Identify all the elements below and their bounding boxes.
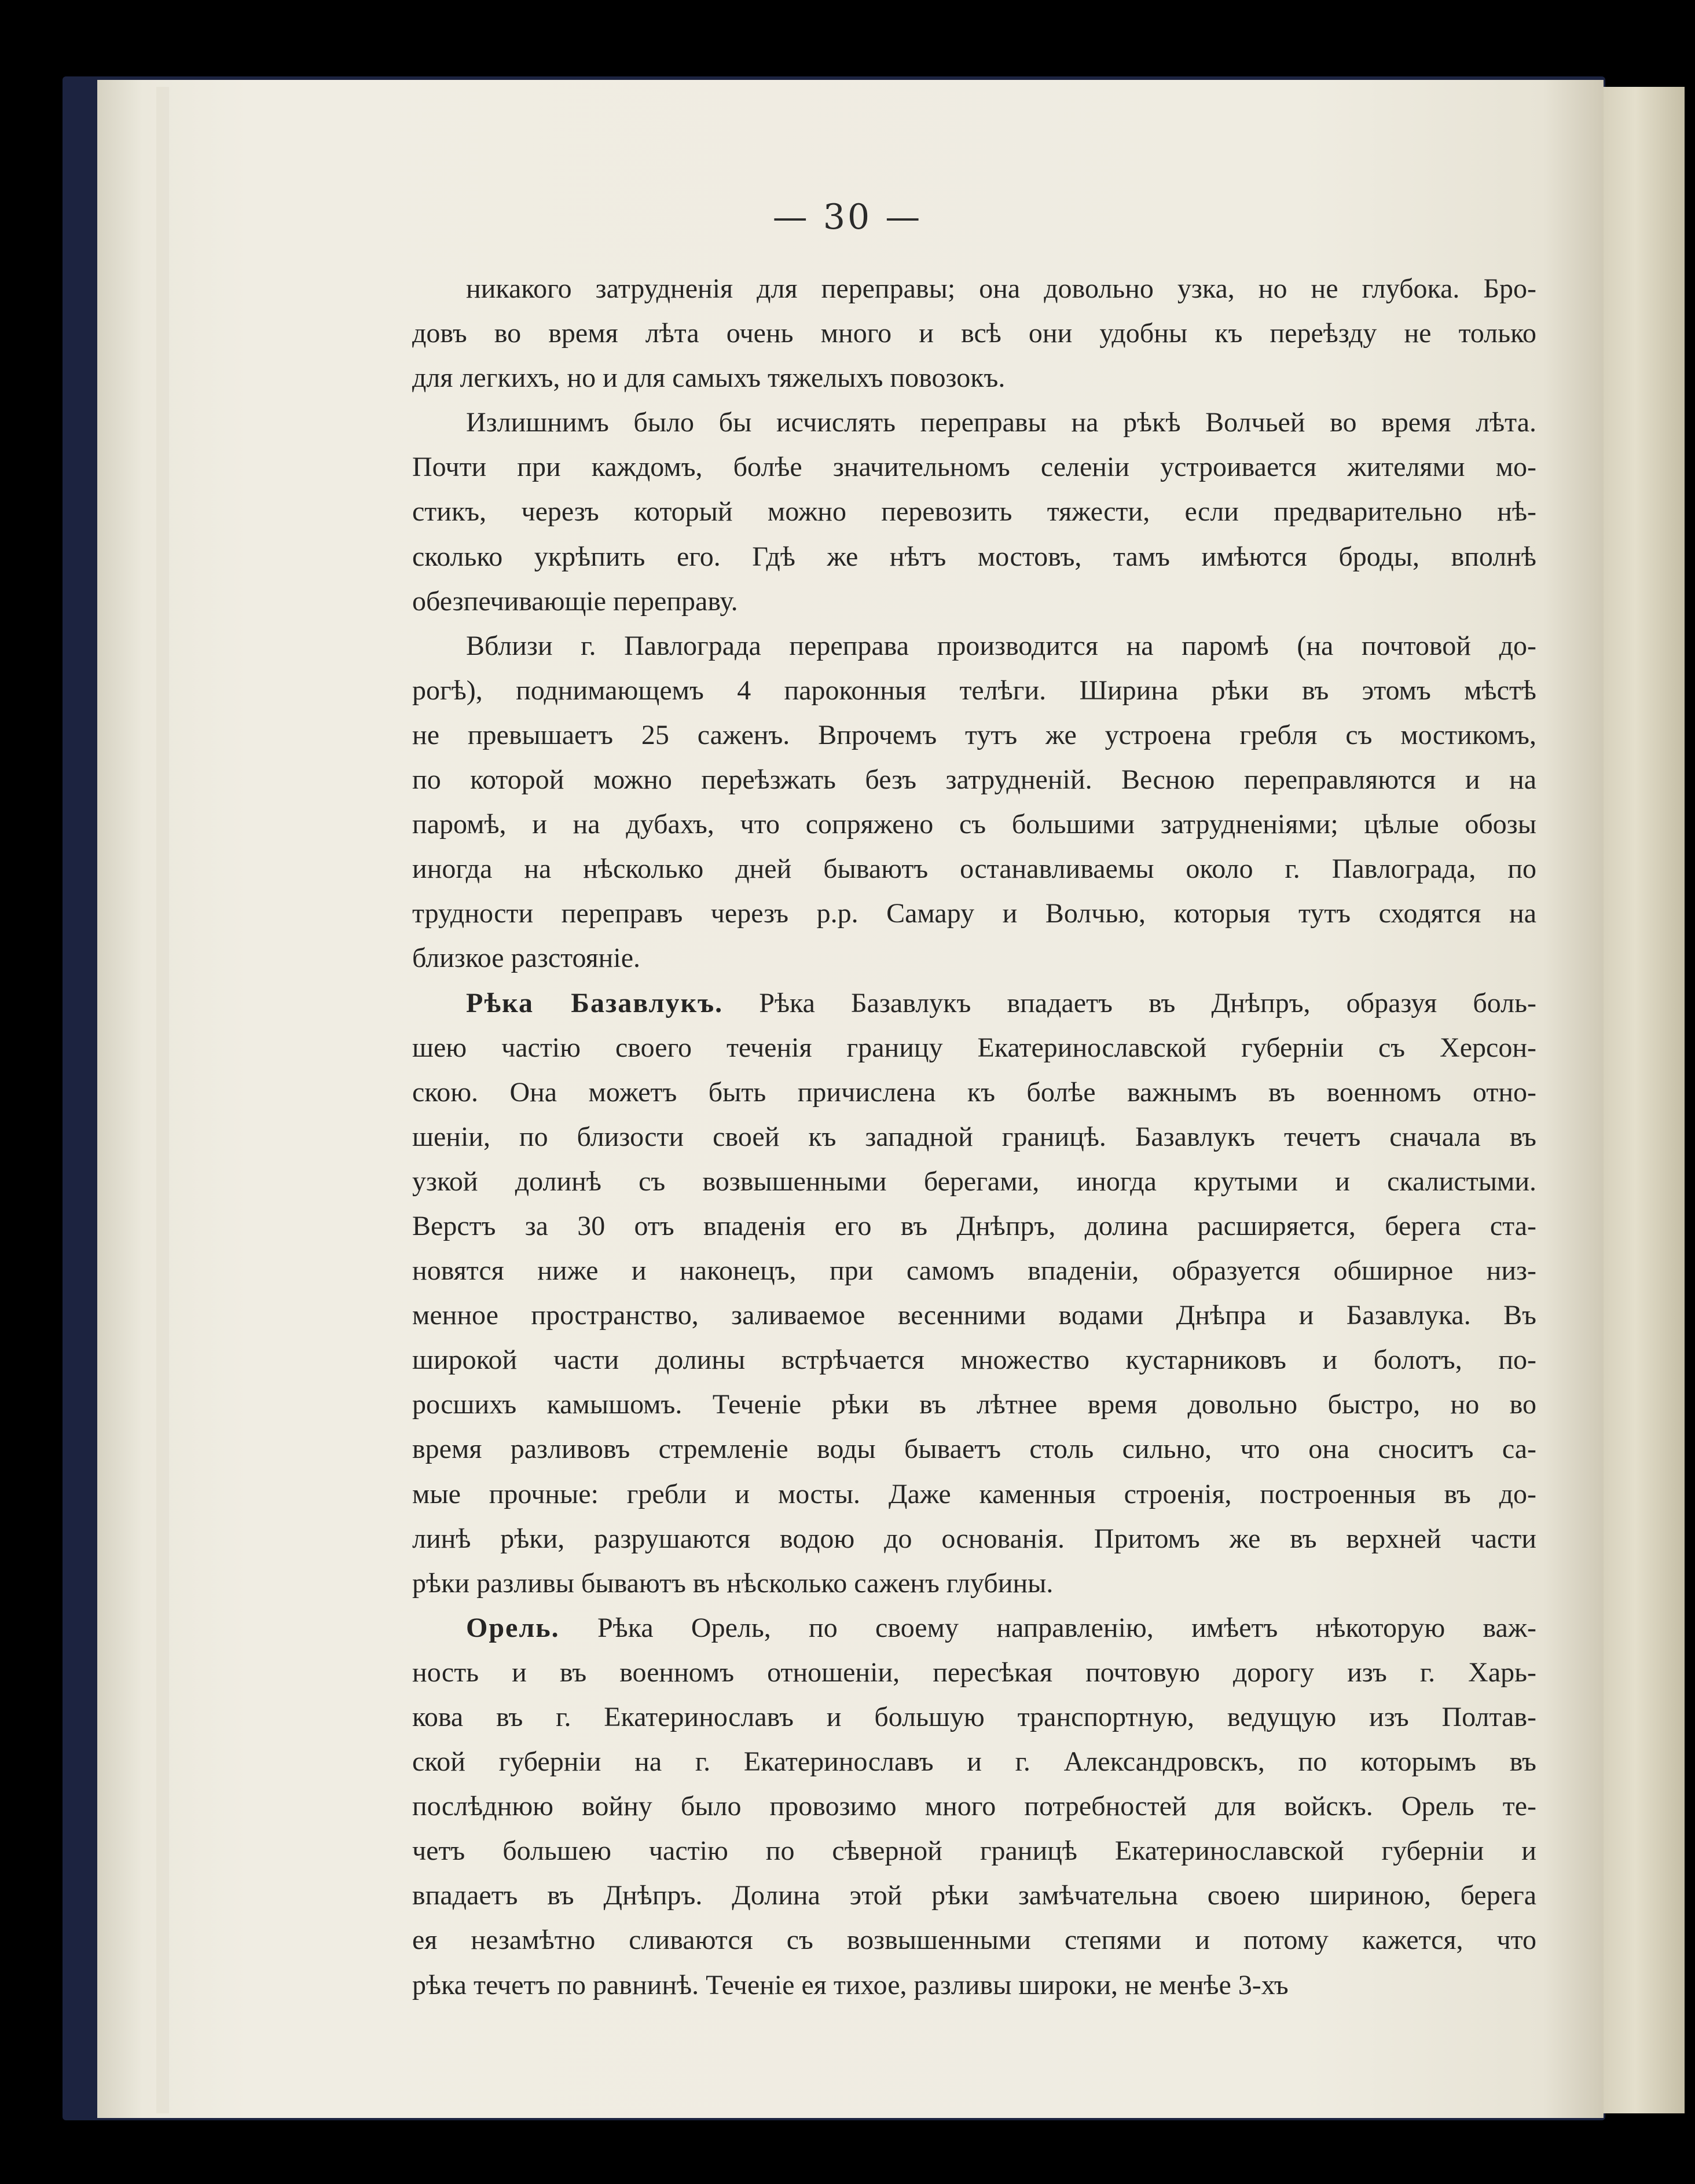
text-line: новятся ниже и наконецъ, при самомъ впаденіи, образуется обширное низ- bbox=[412, 1255, 1536, 1287]
text-line: линѣ рѣки, разрушаются водою до основанія. Притомъ же въ верхней части bbox=[412, 1523, 1536, 1554]
page-gutter bbox=[156, 87, 169, 2113]
text-line: шею частію своего теченія границу Екатеринославской губерніи съ Херсон- bbox=[412, 1032, 1536, 1063]
text-line: узкой долинѣ съ возвышенными берегами, иногда крутыми и скалистыми. bbox=[412, 1166, 1536, 1197]
text-line: время разливовъ стремленіе воды бываетъ столь сильно, что она сноситъ са- bbox=[412, 1434, 1536, 1465]
section-heading: Рѣка Базавлукъ. bbox=[466, 987, 724, 1018]
text-line: Вблизи г. Павлограда переправа производится на паромѣ (на почтовой до- bbox=[466, 630, 1536, 661]
text-line: довъ во время лѣта очень много и всѣ они удобны къ переѣзду не только bbox=[412, 318, 1536, 349]
text-line: рогѣ), поднимающемъ 4 пароконныя телѣги. Ширина рѣки въ этомъ мѣстѣ bbox=[412, 675, 1536, 706]
text-line: Почти при каждомъ, болѣе значительномъ селеніи устроивается жителями мо- bbox=[412, 452, 1536, 483]
text-line: ея незамѣтно сливаются съ возвышенными степями и потому кажется, что bbox=[412, 1925, 1536, 1956]
page-number: — 30 — bbox=[772, 197, 923, 237]
text-line: трудности переправъ черезъ р.р. Самару и Волчью, которыя тутъ сходятся на bbox=[412, 898, 1536, 929]
text-line: послѣднюю войну было провозимо много потребностей для войскъ. Орель те- bbox=[412, 1791, 1536, 1822]
text-line: не превышаетъ 25 саженъ. Впрочемъ тутъ же устроена гребля съ мостикомъ, bbox=[412, 719, 1536, 750]
text-line: впадаетъ въ Днѣпръ. Долина этой рѣки замѣчательна своею шириною, берега bbox=[412, 1880, 1536, 1911]
text-line: рѣка течетъ по равнинѣ. Теченіе ея тихое, разливы широки, не менѣе 3-хъ bbox=[412, 1969, 1289, 2000]
section-heading: Орель. bbox=[466, 1612, 560, 1643]
text-line: ность и въ военномъ отношеніи, пересѣкая почтовую дорогу изъ г. Харь- bbox=[412, 1657, 1536, 1688]
text-line: кова въ г. Екатеринославъ и большую транспортную, ведущую изъ Полтав- bbox=[412, 1702, 1536, 1732]
text-line: никакого затрудненія для переправы; она довольно узка, но не глубока. Бро- bbox=[466, 273, 1536, 304]
text-line: менное пространство, заливаемое весенними водами Днѣпра и Базавлука. Въ bbox=[412, 1300, 1536, 1331]
text-line: стикъ, черезъ который можно перевозить тяжести, если предварительно нѣ- bbox=[412, 496, 1536, 527]
body-text bbox=[412, 266, 1536, 2007]
text-line: обезпечивающіе переправу. bbox=[412, 585, 738, 617]
line-text: Рѣка Базавлукъ впадаетъ въ Днѣпръ, образуя боль- bbox=[723, 987, 1536, 1018]
line-text: Рѣка Орель, по своему направленію, имѣетъ нѣкоторую важ- bbox=[559, 1612, 1536, 1643]
text-line: широкой части долины встрѣчается множество кустарниковъ и болотъ, по- bbox=[412, 1344, 1536, 1376]
text-line: шеніи, по близости своей къ западной границѣ. Базавлукъ течетъ сначала въ bbox=[412, 1121, 1536, 1152]
text-line bbox=[412, 1606, 1536, 1650]
text-line: сколько укрѣпить его. Гдѣ же нѣтъ мостовъ, тамъ имѣются броды, вполнѣ bbox=[412, 541, 1536, 572]
text-line: Излишнимъ было бы исчислять переправы на рѣкѣ Волчьей во время лѣта. bbox=[466, 407, 1536, 438]
text-line: близкое разстояніе. bbox=[412, 943, 641, 974]
text-line: иногда на нѣсколько дней бываютъ останавливаемы около г. Павлограда, по bbox=[412, 853, 1536, 885]
text-line: росшихъ камышомъ. Теченіе рѣки въ лѣтнее время довольно быстро, но во bbox=[412, 1389, 1536, 1420]
text-line: мые прочные: гребли и мосты. Даже каменныя строенія, построенныя въ до- bbox=[412, 1478, 1536, 1509]
text-line: паромѣ, и на дубахъ, что сопряжено съ большими затрудненіями; цѣлые обозы bbox=[412, 809, 1536, 840]
text-line: Верстъ за 30 отъ впаденія его въ Днѣпръ, долина расширяется, берега ста- bbox=[412, 1210, 1536, 1241]
text-line: ской губерніи на г. Екатеринославъ и г. Александровскъ, по которымъ въ bbox=[412, 1746, 1536, 1778]
text-line: для легкихъ, но и для самыхъ тяжелыхъ повозокъ. bbox=[412, 362, 1006, 394]
text-line: скою. Она можетъ быть причислена къ болѣе важнымъ въ военномъ отно- bbox=[412, 1076, 1536, 1108]
text-line: четъ большею частію по сѣверной границѣ Екатеринославской губерніи и bbox=[412, 1835, 1536, 1867]
text-line: рѣки разливы бываютъ въ нѣсколько саженъ глубины. bbox=[412, 1567, 1054, 1599]
text-line bbox=[412, 981, 1536, 1025]
text-line: по которой можно переѣзжать безъ затрудненій. Весною переправляются и на bbox=[412, 764, 1536, 796]
